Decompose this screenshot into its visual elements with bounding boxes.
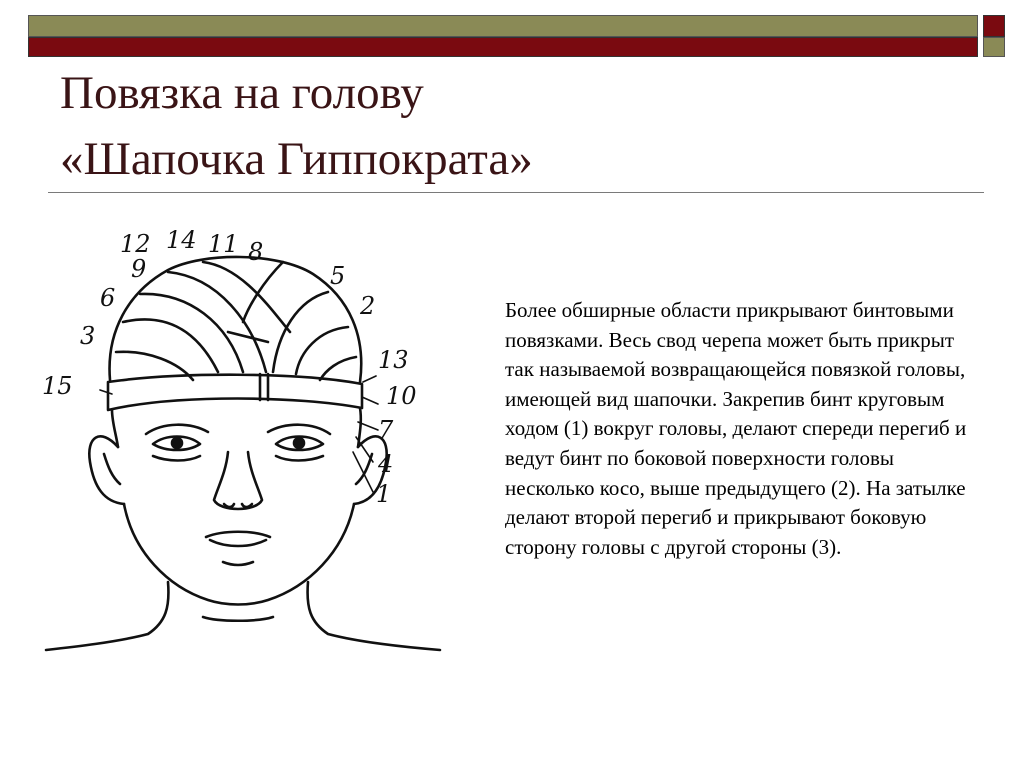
neck-left <box>46 582 168 650</box>
label-5: 5 <box>330 262 346 290</box>
label-8: 8 <box>248 238 264 266</box>
header-square-maroon <box>983 15 1005 37</box>
label-6: 6 <box>100 284 116 312</box>
label-3: 3 <box>80 322 96 350</box>
mouth <box>206 532 270 537</box>
header-bar-maroon <box>28 37 978 57</box>
label-1: 1 <box>376 480 392 508</box>
nose <box>214 452 262 509</box>
label-7: 7 <box>378 416 394 444</box>
left-ear <box>89 436 124 504</box>
label-4: 4 <box>378 450 394 478</box>
title-divider <box>48 192 984 193</box>
hippocrates-cap-illustration <box>28 222 448 662</box>
label-11: 11 <box>208 230 239 258</box>
slide-title-line2: «Шапочка Гиппократа» <box>60 133 533 185</box>
cap-band <box>108 375 362 410</box>
label-10: 10 <box>386 382 417 410</box>
slide-title-line1: Повязка на голову <box>60 67 424 119</box>
body-paragraph: Более обширные области прикрывают бинтовыми повязками. Весь свод черепа может быть прикрыт так называемой возвращающейся повязкой головы, имеющей вид шапочки. Закрепив бинт круговым ходом (1) вокруг головы, делают спереди перегиб и ведут бинт по боковой поверхности головы несколько косо, выше предыдущего (2). На затылке делают второй перегиб и прикрывают боковую сторону головы с другой стороны (3). <box>505 298 967 559</box>
label-2: 2 <box>360 292 376 320</box>
label-14: 14 <box>166 226 197 254</box>
label-12: 12 <box>120 230 151 258</box>
header-square-olive <box>983 37 1005 57</box>
neck-right <box>308 582 440 650</box>
label-9: 9 <box>131 255 147 283</box>
label-13: 13 <box>378 346 409 374</box>
header-bar-olive <box>28 15 978 37</box>
label-15: 15 <box>42 372 73 400</box>
slide-title <box>60 60 960 192</box>
face-outline <box>124 504 354 605</box>
